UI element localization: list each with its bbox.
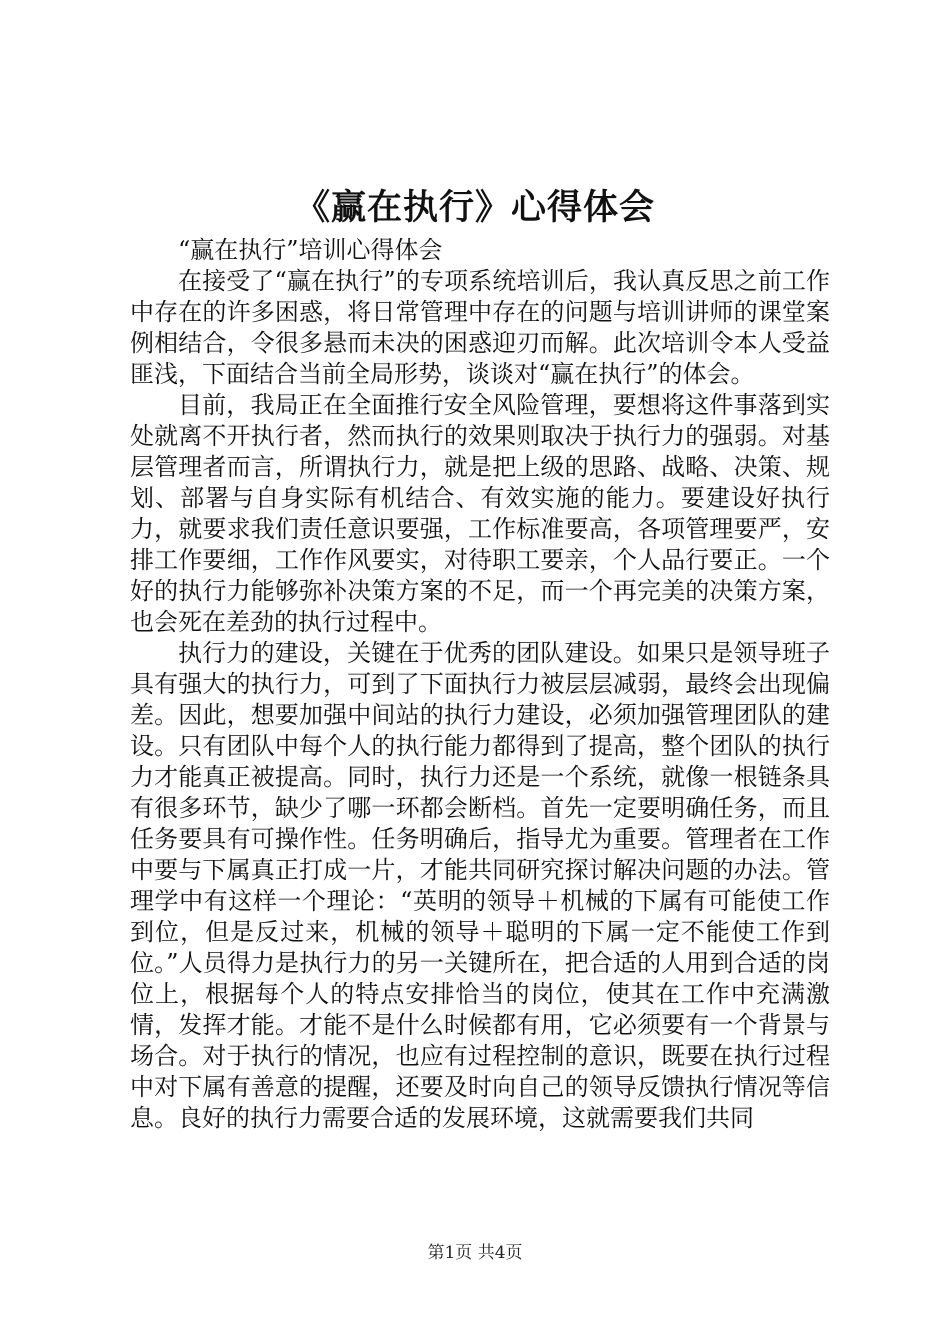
paragraph-2: 目前，我局正在全面推行安全风险管理，要想将这件事落到实处就离不开执行者，然而执行的效果则取决于执行力的强弱。对基层管理者而言，所谓执行力，就是把上级的思路、战略、决策、规划、部署与自身实际有机结合、有效实施的能力。要建设好执行力，就要求我们责任意识要强，工作标准要高，各项管理要严，安排工作要细，工作作风要实，对待职工要亲，个人品行要正。一个好的执行力能够弥补决策方案的不足，而一个再完美的决策方案，也会死在差劲的执行过程中。 <box>130 391 830 636</box>
document-title: 《赢在执行》心得体会 <box>294 187 655 228</box>
paragraph-1: 在接受了“赢在执行”的专项系统培训后，我认真反思之前工作中存在的许多困惑，将日常管理中存在的问题与培训讲师的课堂案例相结合，令很多悬而未决的困惑迎刃而解。此次培训令本人受益匪浅，下面结合当前全局形势，谈谈对“赢在执行”的体会。 <box>130 267 830 388</box>
paragraph-3: 执行力的建设，关键在于优秀的团队建设。如果只是领导班子具有强大的执行力，可到了下面执行力被层层减弱，最终会出现偏差。因此，想要加强中间站的执行力建设，必须加强管理团队的建设。只有团队中每个人的执行能力都得到了提高，整个团队的执行力才能真正被提高。同时，执行力还是一个系统，就像一根链条具有很多环节，缺少了哪一环都会断档。首先一定要明确任务，而且任务要具有可操作性。任务明确后，指导尤为重要。管理者在工作中要与下属真正打成一片，才能共同研究探讨解决问题的办法。管理学中有这样一个理论：“英明的领导＋机械的下属有可能使工作到位，但是反过来，机械的领导＋聪明的下属一定不能使工作到位。”人员得力是执行力的另一关键所在，把合适的人用到合适的岗位上，根据每个人的特点安排恰当的岗位，使其在工作中充满激情，发挥才能。才能不是什么时候都有用，它必须要有一个背景与场合。对于执行的情况，也应有过程控制的意识，既要在执行过程中对下属有善意的提醒，还要及时向自己的领导反馈执行情况等信息。良好的执行力需要合适的发展环境，这就需要我们共同 <box>130 639 830 1132</box>
document-body <box>130 235 830 1134</box>
page-footer: 第1页 共4页 <box>427 1243 523 1263</box>
document-subtitle: “赢在执行”培训心得体会 <box>178 236 443 264</box>
